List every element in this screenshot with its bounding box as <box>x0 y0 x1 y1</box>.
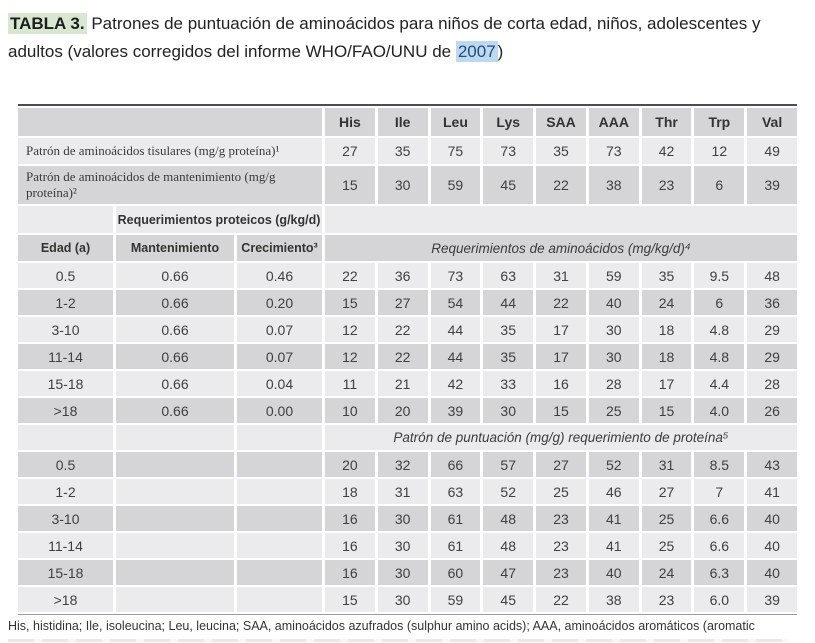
value-cell: 30 <box>378 587 428 612</box>
value-cell: 40 <box>589 290 639 315</box>
value-cell: 27 <box>642 479 692 504</box>
value-cell: 18 <box>642 344 692 369</box>
age-header-row <box>18 235 797 261</box>
value-cell: 20 <box>325 452 375 477</box>
value-cell: 29 <box>747 344 797 369</box>
value-cell: 22 <box>536 166 586 204</box>
empty-cell <box>237 425 322 450</box>
value-cell: 59 <box>431 166 481 204</box>
value-cell: 39 <box>431 398 481 423</box>
value-cell: 35 <box>378 138 428 164</box>
table-caption-text: Patrones de puntuación de aminoácidos para niños de corta edad, niños, adolescentes y adultos (valores corregidos del informe WHO/FAO/UNU de <box>8 14 761 61</box>
protein-req-header: Requerimientos proteicos (g/kg/d) <box>116 206 322 233</box>
value-cell: 57 <box>483 452 533 477</box>
empty-cell <box>116 425 234 450</box>
requirement-row <box>18 344 797 369</box>
value-cell: 22 <box>378 317 428 342</box>
maintenance-cell: 0.66 <box>116 317 234 342</box>
requirement-row <box>18 398 797 423</box>
value-cell: 40 <box>747 506 797 531</box>
value-cell: 38 <box>589 166 639 204</box>
age-cell: 0.5 <box>18 452 113 477</box>
value-cell: 35 <box>483 344 533 369</box>
column-header-leu: Leu <box>431 108 481 136</box>
maintenance-cell: 0.66 <box>116 290 234 315</box>
scoring-pattern-header: Patrón de puntuación (mg/g) requerimiento de proteína⁵ <box>325 425 797 450</box>
value-cell: 59 <box>431 587 481 612</box>
value-cell: 73 <box>589 138 639 164</box>
value-cell: 30 <box>378 533 428 558</box>
value-cell: 38 <box>589 587 639 612</box>
value-cell: 63 <box>431 479 481 504</box>
value-cell: 4.4 <box>694 371 744 396</box>
value-cell: 60 <box>431 560 481 585</box>
scoring-row <box>18 506 797 531</box>
value-cell: 25 <box>642 533 692 558</box>
scoring-row <box>18 560 797 585</box>
empty-cell <box>18 206 113 233</box>
value-cell: 40 <box>747 560 797 585</box>
scoring-row <box>18 479 797 504</box>
age-cell: 3-10 <box>18 506 113 531</box>
scoring-row <box>18 587 797 612</box>
maintenance-cell: 0.66 <box>116 263 234 288</box>
age-cell: 0.5 <box>18 263 113 288</box>
maintenance-column-header: Mantenimiento <box>116 235 234 261</box>
value-cell: 17 <box>536 344 586 369</box>
value-cell: 35 <box>642 263 692 288</box>
row-label: Patrón de aminoácidos tisulares (mg/g proteína)¹ <box>18 138 322 164</box>
age-cell: >18 <box>18 587 113 612</box>
column-header-lys: Lys <box>483 108 533 136</box>
age-cell: >18 <box>18 398 113 423</box>
value-cell: 36 <box>378 263 428 288</box>
value-cell: 30 <box>589 317 639 342</box>
value-cell: 30 <box>589 344 639 369</box>
table-footnote: His, histidina; Ile, isoleucina; Leu, leucina; SAA, aminoácidos azufrados (sulphur amino acids); AAA, aminoácidos aromáticos (aromatic <box>8 619 755 633</box>
value-cell: 41 <box>589 506 639 531</box>
empty-cell <box>18 425 113 450</box>
value-cell: 23 <box>642 587 692 612</box>
value-cell: 73 <box>431 263 481 288</box>
value-cell: 73 <box>483 138 533 164</box>
empty-cell <box>237 506 322 531</box>
empty-cell <box>116 479 234 504</box>
value-cell: 11 <box>325 371 375 396</box>
growth-cell: 0.07 <box>237 344 322 369</box>
value-cell: 52 <box>483 479 533 504</box>
age-cell: 11-14 <box>18 344 113 369</box>
value-cell: 59 <box>589 263 639 288</box>
value-cell: 6.6 <box>694 533 744 558</box>
value-cell: 6.6 <box>694 506 744 531</box>
row-label: Patrón de aminoácidos de mantenimiento (mg/g proteína)² <box>18 166 322 204</box>
requirement-row <box>18 290 797 315</box>
value-cell: 36 <box>747 290 797 315</box>
scoring-row <box>18 533 797 558</box>
table-body <box>18 108 797 612</box>
empty-cell <box>116 560 234 585</box>
value-cell: 39 <box>747 587 797 612</box>
value-cell: 30 <box>378 560 428 585</box>
value-cell: 47 <box>483 560 533 585</box>
value-cell: 29 <box>747 317 797 342</box>
value-cell: 35 <box>483 317 533 342</box>
value-cell: 28 <box>747 371 797 396</box>
age-cell: 3-10 <box>18 317 113 342</box>
value-cell: 17 <box>642 371 692 396</box>
table-caption-year-highlight: 2007 <box>457 42 496 61</box>
table-caption-suffix: ) <box>497 42 504 61</box>
value-cell: 12 <box>694 138 744 164</box>
value-cell: 66 <box>431 452 481 477</box>
empty-cell <box>237 587 322 612</box>
value-cell: 35 <box>536 138 586 164</box>
empty-cell <box>237 479 322 504</box>
value-cell: 48 <box>483 506 533 531</box>
value-cell: 75 <box>431 138 481 164</box>
growth-cell: 0.04 <box>237 371 322 396</box>
column-header-row <box>18 108 797 136</box>
value-cell: 45 <box>483 587 533 612</box>
value-cell: 41 <box>747 479 797 504</box>
value-cell: 48 <box>747 263 797 288</box>
value-cell: 39 <box>747 166 797 204</box>
empty-cell <box>116 587 234 612</box>
value-cell: 46 <box>589 479 639 504</box>
value-cell: 6.0 <box>694 587 744 612</box>
age-cell: 1-2 <box>18 290 113 315</box>
empty-cell <box>237 452 322 477</box>
value-cell: 23 <box>536 560 586 585</box>
column-header-thr: Thr <box>642 108 692 136</box>
value-cell: 6 <box>694 166 744 204</box>
value-cell: 32 <box>378 452 428 477</box>
column-header-spacer <box>18 108 322 136</box>
cropped-text-remnant <box>8 639 788 642</box>
amino-acid-table <box>18 104 797 615</box>
value-cell: 42 <box>431 371 481 396</box>
value-cell: 45 <box>483 166 533 204</box>
value-cell: 15 <box>325 290 375 315</box>
value-cell: 17 <box>536 317 586 342</box>
value-cell: 12 <box>325 317 375 342</box>
value-cell: 30 <box>483 398 533 423</box>
value-cell: 26 <box>747 398 797 423</box>
value-cell: 40 <box>747 533 797 558</box>
column-header-saa: SAA <box>536 108 586 136</box>
value-cell: 27 <box>378 290 428 315</box>
value-cell: 15 <box>325 166 375 204</box>
value-cell: 8.5 <box>694 452 744 477</box>
value-cell: 24 <box>642 560 692 585</box>
value-cell: 10 <box>325 398 375 423</box>
table-caption <box>8 10 808 66</box>
value-cell: 33 <box>483 371 533 396</box>
scoring-row <box>18 452 797 477</box>
growth-cell: 0.20 <box>237 290 322 315</box>
value-cell: 23 <box>536 533 586 558</box>
scoring-header-row <box>18 425 797 450</box>
column-header-ile: Ile <box>378 108 428 136</box>
value-cell: 22 <box>536 290 586 315</box>
maintenance-cell: 0.66 <box>116 371 234 396</box>
value-cell: 48 <box>483 533 533 558</box>
value-cell: 4.8 <box>694 317 744 342</box>
value-cell: 54 <box>431 290 481 315</box>
table-bottom-rule <box>18 614 797 615</box>
value-cell: 22 <box>325 263 375 288</box>
value-cell: 28 <box>589 371 639 396</box>
value-cell: 23 <box>642 166 692 204</box>
value-cell: 41 <box>589 533 639 558</box>
age-cell: 1-2 <box>18 479 113 504</box>
value-cell: 61 <box>431 533 481 558</box>
value-cell: 21 <box>378 371 428 396</box>
value-cell: 44 <box>483 290 533 315</box>
growth-cell: 0.07 <box>237 317 322 342</box>
value-cell: 22 <box>378 344 428 369</box>
value-cell: 25 <box>589 398 639 423</box>
value-cell: 9.5 <box>694 263 744 288</box>
pattern-row <box>18 138 797 164</box>
column-header-val: Val <box>747 108 797 136</box>
value-cell: 25 <box>536 479 586 504</box>
value-cell: 7 <box>694 479 744 504</box>
requirement-row <box>18 371 797 396</box>
age-cell: 15-18 <box>18 560 113 585</box>
empty-cell <box>116 452 234 477</box>
column-header-trp: Trp <box>694 108 744 136</box>
value-cell: 27 <box>325 138 375 164</box>
empty-cell <box>237 560 322 585</box>
value-cell: 23 <box>536 506 586 531</box>
value-cell: 61 <box>431 506 481 531</box>
value-cell: 4.8 <box>694 344 744 369</box>
value-cell: 16 <box>325 506 375 531</box>
value-cell: 4.0 <box>694 398 744 423</box>
value-cell: 22 <box>536 587 586 612</box>
column-header-aaa: AAA <box>589 108 639 136</box>
age-cell: 11-14 <box>18 533 113 558</box>
growth-cell: 0.00 <box>237 398 322 423</box>
value-cell: 44 <box>431 344 481 369</box>
requirement-row <box>18 263 797 288</box>
value-cell: 52 <box>589 452 639 477</box>
age-cell: 15-18 <box>18 371 113 396</box>
value-cell: 16 <box>325 533 375 558</box>
value-cell: 27 <box>536 452 586 477</box>
value-cell: 16 <box>325 560 375 585</box>
table-caption-tag: TABLA 3. <box>10 14 85 33</box>
value-cell: 30 <box>378 506 428 531</box>
value-cell: 25 <box>642 506 692 531</box>
age-column-header: Edad (a) <box>18 235 113 261</box>
empty-cell <box>325 206 797 233</box>
aa-requirements-header: Requerimientos de aminoácidos (mg/kg/d)⁴ <box>325 235 797 261</box>
pattern-row <box>18 166 797 204</box>
empty-cell <box>116 506 234 531</box>
value-cell: 6 <box>694 290 744 315</box>
value-cell: 49 <box>747 138 797 164</box>
value-cell: 31 <box>642 452 692 477</box>
value-cell: 44 <box>431 317 481 342</box>
growth-column-header: Crecimiento³ <box>237 235 322 261</box>
value-cell: 30 <box>378 166 428 204</box>
value-cell: 24 <box>642 290 692 315</box>
protein-req-header-row <box>18 206 797 233</box>
value-cell: 31 <box>536 263 586 288</box>
value-cell: 15 <box>642 398 692 423</box>
value-cell: 18 <box>325 479 375 504</box>
requirement-row <box>18 317 797 342</box>
value-cell: 15 <box>536 398 586 423</box>
value-cell: 31 <box>378 479 428 504</box>
value-cell: 20 <box>378 398 428 423</box>
value-cell: 43 <box>747 452 797 477</box>
maintenance-cell: 0.66 <box>116 344 234 369</box>
value-cell: 6.3 <box>694 560 744 585</box>
value-cell: 42 <box>642 138 692 164</box>
value-cell: 18 <box>642 317 692 342</box>
value-cell: 15 <box>325 587 375 612</box>
empty-cell <box>237 533 322 558</box>
value-cell: 12 <box>325 344 375 369</box>
column-header-his: His <box>325 108 375 136</box>
value-cell: 16 <box>536 371 586 396</box>
empty-cell <box>116 533 234 558</box>
maintenance-cell: 0.66 <box>116 398 234 423</box>
value-cell: 40 <box>589 560 639 585</box>
growth-cell: 0.46 <box>237 263 322 288</box>
value-cell: 63 <box>483 263 533 288</box>
